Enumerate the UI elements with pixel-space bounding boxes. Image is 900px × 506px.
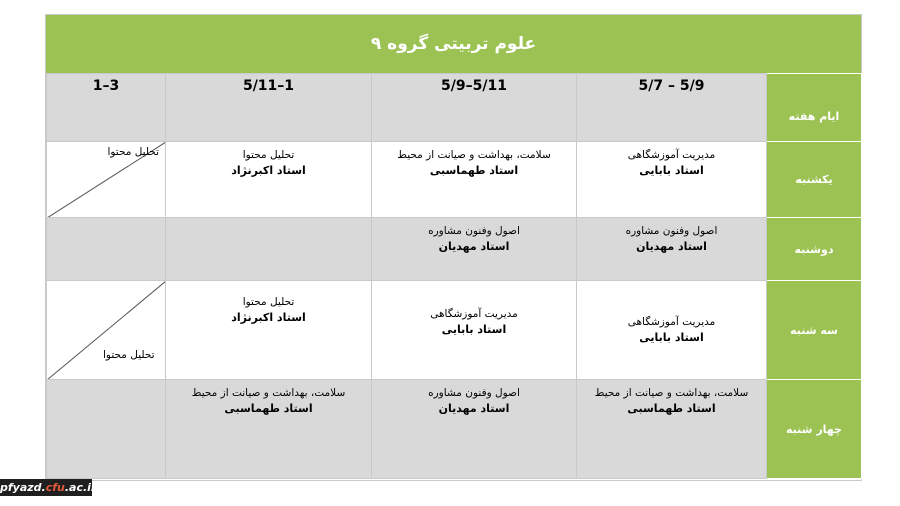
day-label-wednesday: چهار شنبه — [767, 380, 862, 479]
schedule-title-bar — [46, 15, 861, 74]
course-name: سلامت، بهداشت و صیانت از محیط — [594, 387, 749, 399]
diagonal-label: تحلیل محتوا — [103, 349, 155, 361]
table-row — [47, 142, 862, 218]
teacher-name: استاد بابایی — [639, 331, 704, 344]
diagonal-cell — [47, 281, 166, 380]
teacher-name: استاد بابایی — [441, 323, 507, 336]
date-header-4: 1–3 — [47, 74, 166, 142]
diagonal-label: تحلیل محتوا — [107, 146, 159, 158]
empty-cell — [166, 218, 372, 281]
course-name: اصول وفنون مشاوره — [428, 387, 520, 399]
teacher-name: استاد مهدیان — [636, 240, 707, 253]
schedule-table — [46, 73, 862, 479]
schedule-cell — [372, 142, 577, 218]
schedule-cell — [577, 142, 767, 218]
weekday-header — [767, 74, 862, 142]
schedule-cell — [577, 380, 767, 479]
day-label-monday: دوشنبه — [767, 218, 862, 281]
weekday-label: ایام هفته — [788, 110, 840, 123]
course-name: مدیریت آموزشگاهی — [627, 316, 716, 328]
schedule-cell — [166, 281, 372, 380]
teacher-name: استاد اکبرنژاد — [231, 311, 306, 324]
schedule-cell — [166, 142, 372, 218]
schedule-cell — [166, 380, 372, 479]
empty-cell — [47, 380, 166, 479]
teacher-name: استاد بابایی — [639, 164, 704, 177]
teacher-name: استاد طهماسبی — [627, 402, 716, 415]
day-label-sunday: یکشنبه — [767, 142, 862, 218]
course-name: سلامت، بهداشت و صیانت از محیط — [191, 387, 346, 399]
schedule-cell — [577, 281, 767, 380]
schedule-cell — [372, 380, 577, 479]
schedule-title: علوم تربیتی گروه ۹ — [370, 34, 537, 54]
watermark-prefix: pfyazd. — [0, 481, 46, 494]
day-label-tuesday: سه شنبه — [767, 281, 862, 380]
date-header-1: 5/7 – 5/9 — [577, 74, 767, 142]
table-row — [47, 281, 862, 380]
schedule-cell — [372, 218, 577, 281]
teacher-name: استاد مهدیان — [438, 402, 510, 415]
course-name: مدیریت آموزشگاهی — [430, 308, 518, 320]
course-name: تحلیل محتوا — [242, 149, 295, 161]
course-name: اصول وفنون مشاوره — [428, 225, 520, 237]
course-name: اصول وفنون مشاوره — [625, 225, 718, 237]
table-row — [47, 218, 862, 281]
teacher-name: استاد اکبرنژاد — [231, 164, 306, 177]
date-header-2: 5/9–5/11 — [372, 74, 577, 142]
date-header-3: 5/11–1 — [166, 74, 372, 142]
course-name: مدیریت آموزشگاهی — [627, 149, 716, 161]
diagonal-line — [47, 281, 166, 380]
course-name: سلامت، بهداشت و صیانت از محیط — [397, 149, 551, 161]
course-name: تحلیل محتوا — [242, 296, 295, 308]
teacher-name: استاد طهماسبی — [429, 164, 519, 177]
table-row — [47, 380, 862, 479]
empty-cell — [47, 218, 166, 281]
header-row — [47, 74, 862, 142]
watermark-accent: cfu — [45, 481, 65, 494]
schedule-sheet — [45, 14, 862, 481]
site-watermark — [0, 479, 97, 496]
schedule-cell — [372, 281, 577, 380]
teacher-name: استاد طهماسبی — [224, 402, 313, 415]
watermark-suffix: .ac.ir — [64, 481, 97, 494]
teacher-name: استاد مهدیان — [438, 240, 510, 253]
diagonal-cell — [47, 142, 166, 218]
schedule-cell — [577, 218, 767, 281]
